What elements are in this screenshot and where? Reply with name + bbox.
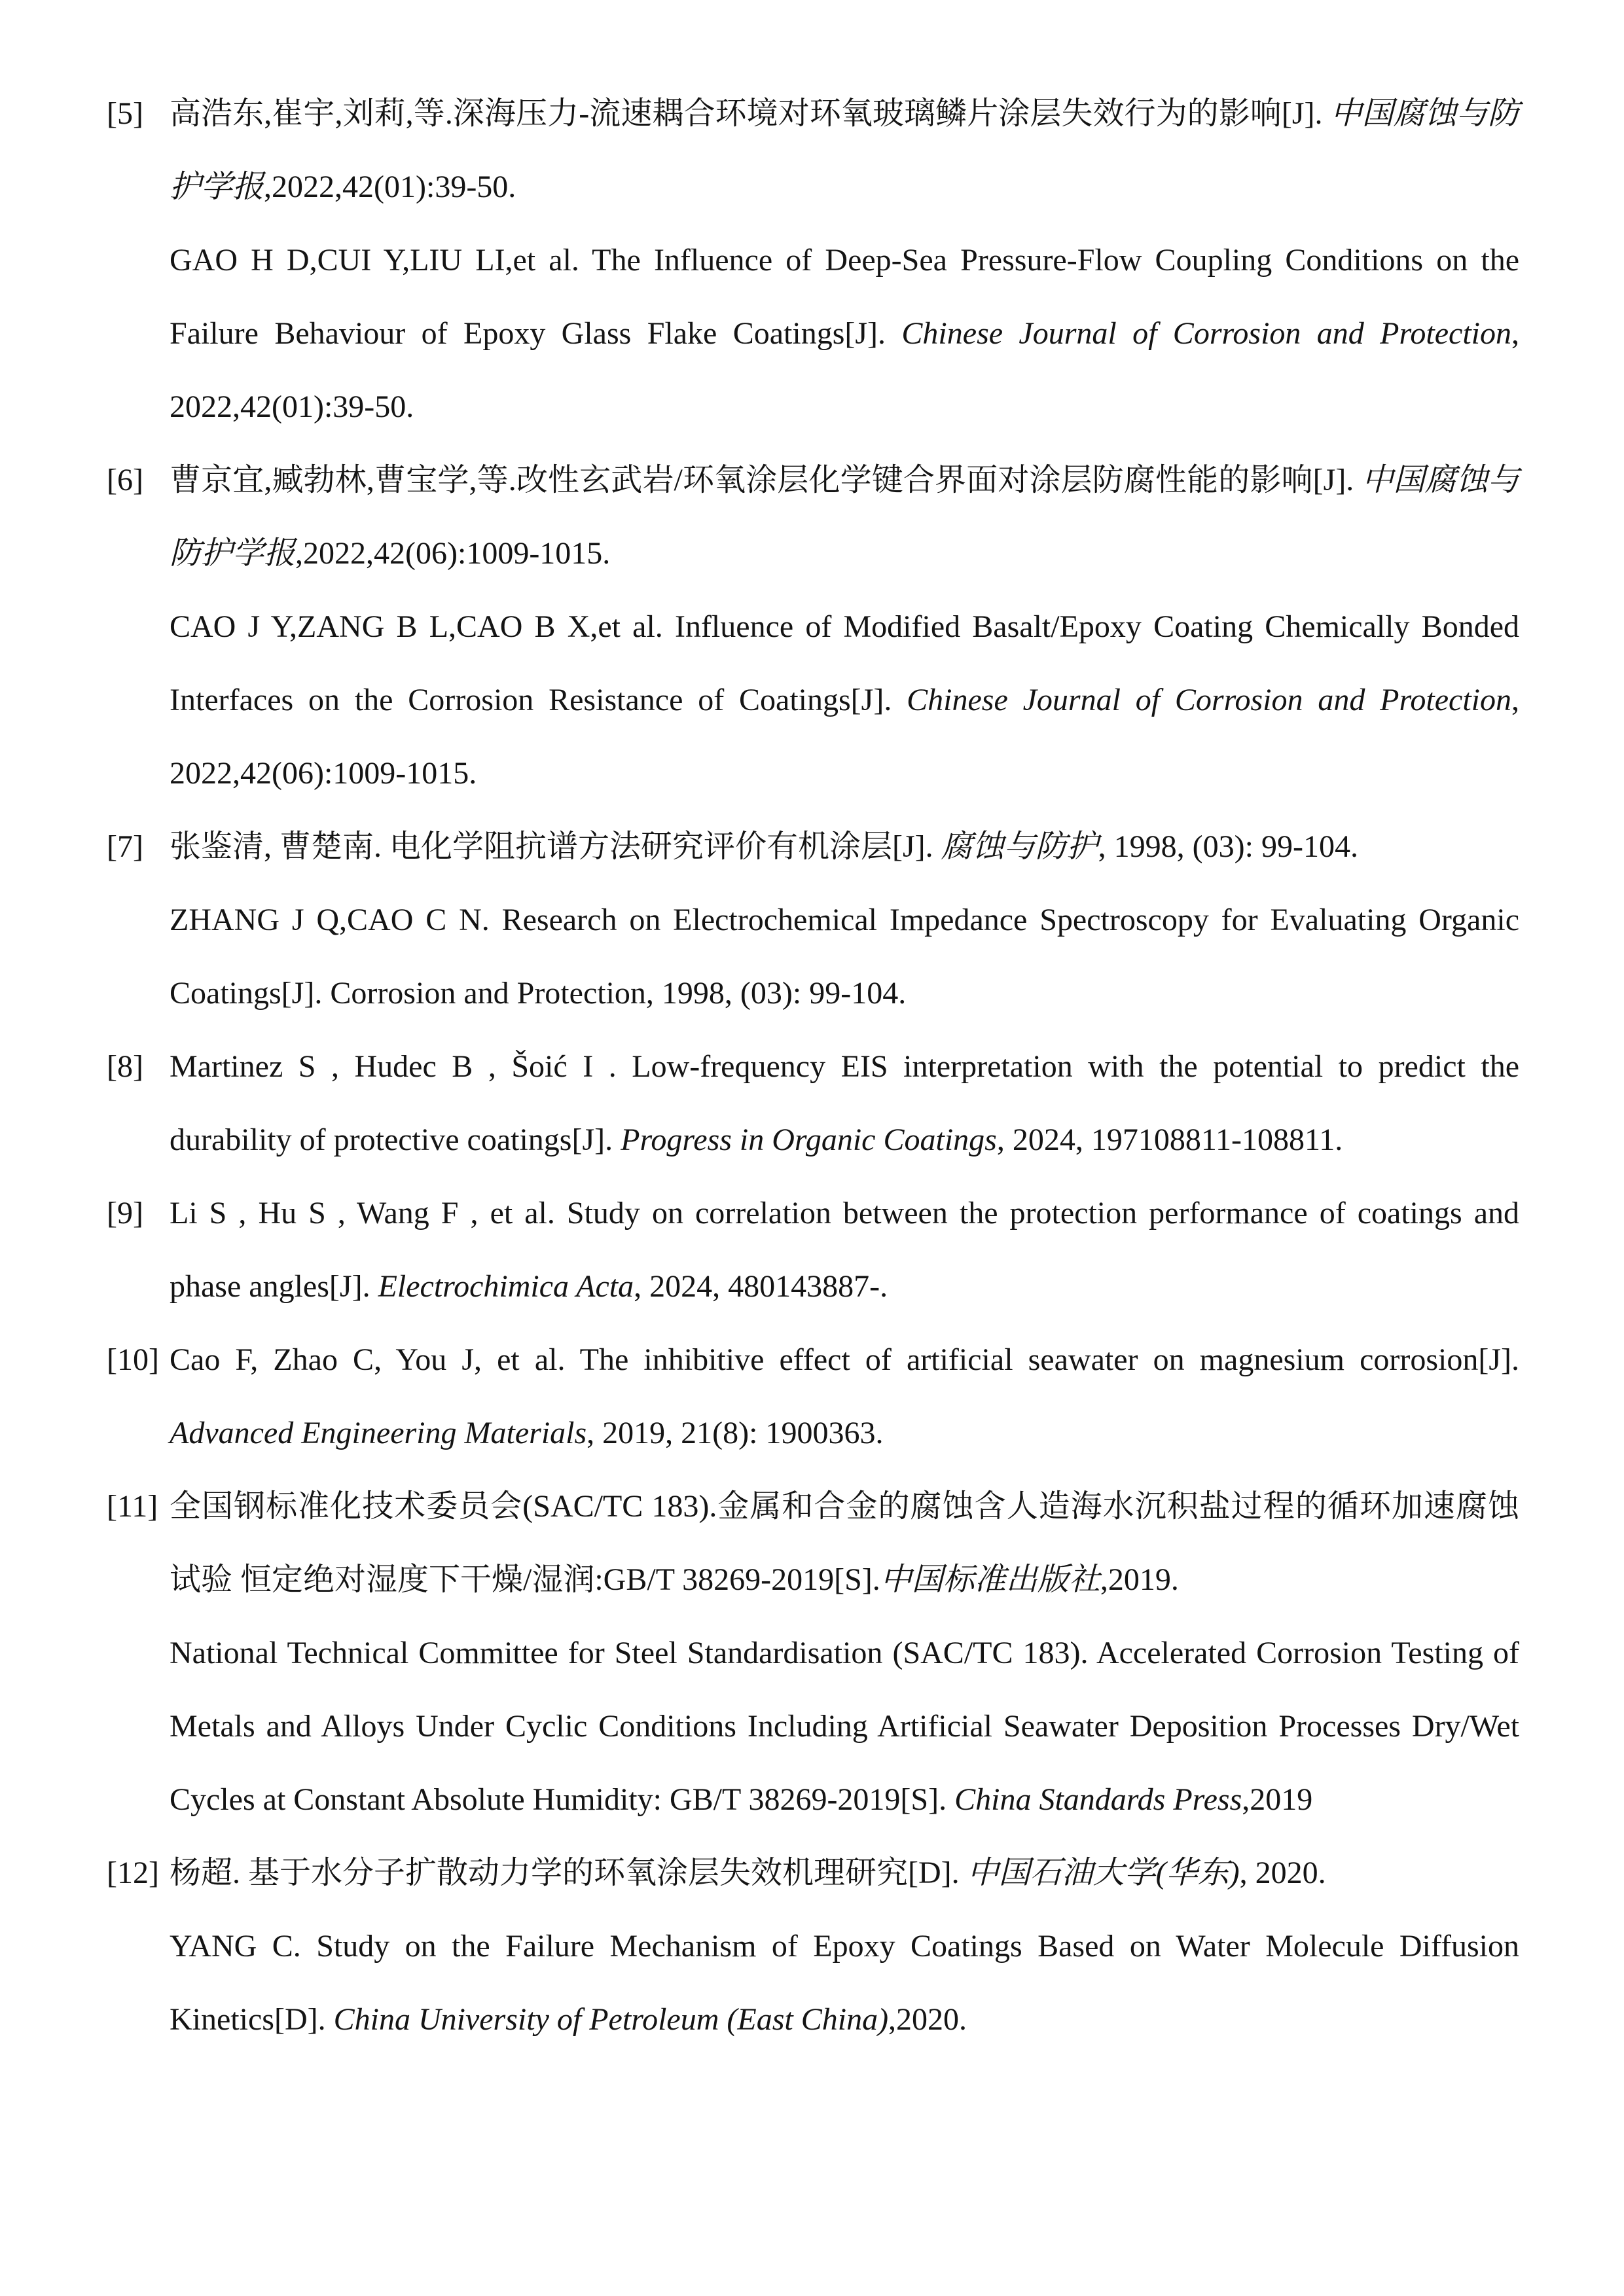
reference-number: [6] <box>107 463 143 497</box>
reference-number: [10] <box>107 1342 159 1377</box>
text-segment: , 2020. <box>1239 1856 1326 1890</box>
text-segment: 张鉴清, 曹楚南. 电化学阻抗谱方法研究评价有机涂层[J]. <box>170 829 941 864</box>
text-segment: ,2022,42(01):39-50. <box>264 170 516 204</box>
text-segment: , 2019, 21(8): 1900363. <box>586 1416 884 1450</box>
reference-body <box>170 77 1519 444</box>
reference-number: [9] <box>107 1196 143 1230</box>
reference-paragraph <box>170 1030 1519 1177</box>
text-segment: , 2022,42(06):1009-1015. <box>170 683 1519 791</box>
reference-paragraph <box>170 1323 1519 1470</box>
journal-name: Progress in Organic Coatings <box>621 1122 997 1157</box>
references-list <box>107 77 1519 2056</box>
reference-item <box>107 1470 1519 1837</box>
reference-number: [11] <box>107 1489 158 1524</box>
reference-item <box>107 444 1519 810</box>
text-segment: YANG C. Study on the Failure Mechanism of Epoxy Coatings Based on Water Molecule Diffusion Kinetics[D]. <box>170 1929 1519 2037</box>
text-segment: Martinez S , Hudec B , Šoić I . Low-frequency EIS interpretation with the potential to predict the durability of protective coatings[J]. <box>170 1049 1519 1157</box>
reference-body <box>170 1470 1519 1837</box>
journal-name: Chinese Journal of Corrosion and Protection <box>907 683 1511 717</box>
reference-paragraph <box>170 590 1519 810</box>
reference-item <box>107 1030 1519 1177</box>
journal-name: 中国标准出版社 <box>880 1562 1100 1597</box>
journal-name: 中国石油大学(华东) <box>967 1856 1240 1890</box>
reference-paragraph <box>170 884 1519 1030</box>
journal-name: China Standards Press <box>954 1782 1242 1817</box>
reference-body <box>170 1030 1519 1177</box>
reference-body <box>170 444 1519 810</box>
text-segment: ,2020. <box>888 2002 967 2037</box>
journal-name: 中国腐蚀与防护学报 <box>170 96 1519 204</box>
text-segment: , 2022,42(01):39-50. <box>170 316 1519 424</box>
text-segment: Li S , Hu S , Wang F , et al. Study on correlation between the protection performance of coatings and phase angles[J]. <box>170 1196 1519 1304</box>
reference-paragraph <box>170 444 1519 590</box>
reference-paragraph <box>170 1470 1519 1617</box>
text-segment: , 1998, (03): 99-104. <box>1098 829 1358 864</box>
text-segment: ,2019. <box>1100 1562 1179 1597</box>
text-segment: 杨超. 基于水分子扩散动力学的环氧涂层失效机理研究[D]. <box>170 1856 967 1890</box>
reference-item <box>107 1177 1519 1323</box>
text-segment: 高浩东,崔宇,刘莉,等.深海压力-流速耦合环境对环氧玻璃鳞片涂层失效行为的影响[J]. <box>170 96 1331 131</box>
text-segment: , 2024, 480143887-. <box>634 1269 888 1304</box>
journal-name: 中国腐蚀与防护学报 <box>170 463 1519 571</box>
reference-paragraph <box>170 1177 1519 1323</box>
reference-paragraph <box>170 1837 1519 1910</box>
reference-paragraph <box>170 224 1519 444</box>
text-segment: ZHANG J Q,CAO C N. Research on Electrochemical Impedance Spectroscopy for Evaluating Organic Coatings[J]. Corrosion and Protection, 1998, (03): 99-104. <box>170 903 1519 1011</box>
reference-body <box>170 810 1519 1030</box>
reference-paragraph <box>170 77 1519 224</box>
reference-paragraph <box>170 1910 1519 2056</box>
journal-name: Electrochimica Acta <box>378 1269 634 1304</box>
reference-number: [7] <box>107 829 143 864</box>
text-segment: CAO J Y,ZANG B L,CAO B X,et al. Influence of Modified Basalt/Epoxy Coating Chemically Bonded Interfaces on the Corrosion Resistance of Coatings[J]. <box>170 609 1519 717</box>
journal-name: Advanced Engineering Materials <box>170 1416 587 1450</box>
reference-number: [5] <box>107 96 143 131</box>
reference-item <box>107 810 1519 1030</box>
journal-name: Chinese Journal of Corrosion and Protection <box>901 316 1511 351</box>
reference-paragraph <box>170 810 1519 884</box>
text-segment: ,2019 <box>1242 1782 1313 1817</box>
reference-item <box>107 77 1519 444</box>
reference-item <box>107 1323 1519 1470</box>
text-segment: , 2024, 197108811-108811. <box>996 1122 1343 1157</box>
reference-number: [8] <box>107 1049 143 1084</box>
reference-body <box>170 1837 1519 2056</box>
text-segment: ,2022,42(06):1009-1015. <box>295 536 611 571</box>
text-segment: GAO H D,CUI Y,LIU LI,et al. The Influence of Deep-Sea Pressure-Flow Coupling Conditions on the Failure Behaviour of Epoxy Glass Flake Coatings[J]. <box>170 243 1519 351</box>
reference-paragraph <box>170 1617 1519 1837</box>
text-segment: Cao F, Zhao C, You J, et al. The inhibitive effect of artificial seawater on magnesium corrosion[J]. <box>170 1342 1519 1377</box>
text-segment: 曹京宜,臧勃林,曹宝学,等.改性玄武岩/环氧涂层化学键合界面对涂层防腐性能的影响[J]. <box>170 463 1362 497</box>
reference-item <box>107 1837 1519 2056</box>
reference-body <box>170 1177 1519 1323</box>
reference-number: [12] <box>107 1856 159 1890</box>
text-segment: National Technical Committee for Steel Standardisation (SAC/TC 183). Accelerated Corrosion Testing of Metals and Alloys Under Cyclic Conditions Including Artificial Seawater Deposition Processes Dry/Wet Cycles at Constant Absolute Humidity: GB/T 38269-2019[S]. <box>170 1636 1519 1817</box>
journal-name: China University of Petroleum (East China) <box>333 2002 889 2037</box>
text-segment: 全国钢标准化技术委员会(SAC/TC 183).金属和合金的腐蚀含人造海水沉积盐过程的循环加速腐蚀试验 恒定绝对湿度下干燥/湿润:GB/T 38269-2019[S]. <box>170 1489 1519 1597</box>
reference-body <box>170 1323 1519 1470</box>
journal-name: 腐蚀与防护 <box>941 829 1098 864</box>
